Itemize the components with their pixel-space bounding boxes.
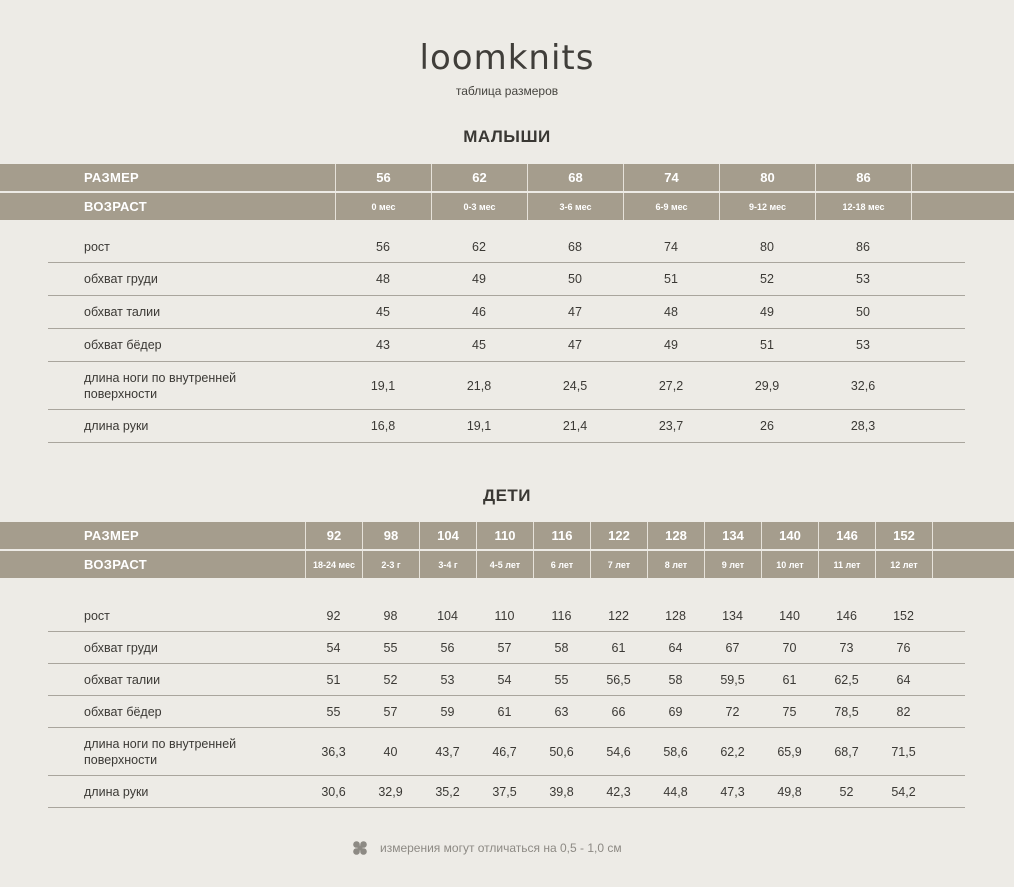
row-value: 45 [472, 338, 486, 352]
row-value: 45 [376, 305, 390, 319]
row-value: 54 [326, 640, 341, 655]
size-cell: 92 [305, 522, 362, 549]
row-value: 49,8 [777, 784, 802, 799]
row-value: 92 [326, 608, 341, 623]
row-value: 63 [554, 704, 569, 719]
row-value: 68,7 [834, 744, 859, 759]
age-cell: 3-4 г [419, 551, 476, 578]
measurement-note-text: измерения могут отличаться на 0,5 - 1,0 см [380, 841, 622, 855]
row-value: 55 [326, 704, 341, 719]
row-label: длина ноги по внутренней поверхности [84, 736, 237, 767]
size-cell: 98 [362, 522, 419, 549]
babies-size-header [0, 164, 1014, 191]
row-value: 72 [725, 704, 740, 719]
row-value: 58 [554, 640, 569, 655]
row-label: обхват бёдер [84, 338, 162, 352]
row-value: 58 [668, 672, 683, 687]
age-cell: 8 лет [647, 551, 704, 578]
row-value: 56 [376, 239, 390, 254]
row-value: 30,6 [321, 784, 346, 799]
row-value: 53 [440, 672, 455, 687]
row-value: 32,6 [850, 378, 876, 393]
age-label: ВОЗРАСТ [84, 199, 148, 214]
row-value: 53 [856, 272, 870, 286]
row-value: 23,7 [658, 419, 684, 433]
row-value: 35,2 [435, 784, 460, 799]
size-cell: 110 [476, 522, 533, 549]
size-cell: 134 [704, 522, 761, 549]
age-label: ВОЗРАСТ [84, 557, 148, 572]
row-value: 49 [472, 272, 486, 286]
row-value: 47,3 [720, 784, 745, 799]
age-cell: 6-9 мес [623, 193, 719, 220]
size-cell: 152 [875, 522, 932, 549]
age-cell: 11 лет [818, 551, 875, 578]
row-value: 62,2 [720, 744, 745, 759]
row-label: обхват талии [84, 672, 161, 687]
row-label: рост [84, 239, 110, 254]
row-label: обхват талии [84, 305, 161, 319]
age-cell: 12 лет [875, 551, 932, 578]
age-cell: 4-5 лет [476, 551, 533, 578]
table-row [48, 776, 965, 808]
row-value: 26 [760, 419, 774, 433]
row-value: 47 [568, 305, 582, 319]
size-cell: 128 [647, 522, 704, 549]
row-value: 110 [494, 608, 515, 623]
row-value: 69 [668, 704, 683, 719]
row-value: 21,4 [562, 419, 588, 433]
section-title-babies: МАЛЫШИ [463, 127, 551, 146]
measurement-note [352, 840, 622, 856]
row-value: 42,3 [606, 784, 631, 799]
row-value: 56 [440, 640, 455, 655]
row-value: 74 [664, 239, 678, 254]
row-label: обхват груди [84, 640, 158, 655]
age-cell: 7 лет [590, 551, 647, 578]
row-value: 36,3 [321, 744, 346, 759]
row-value: 57 [497, 640, 512, 655]
row-value: 59,5 [720, 672, 745, 687]
row-label: длина руки [84, 419, 149, 433]
row-value: 55 [554, 672, 569, 687]
table-row [48, 296, 965, 329]
row-value: 62 [472, 239, 486, 254]
row-value: 43,7 [435, 744, 460, 759]
row-value: 48 [664, 305, 678, 319]
row-value: 140 [779, 608, 800, 623]
row-value: 24,5 [562, 378, 588, 393]
row-value: 58,6 [663, 744, 688, 759]
row-value: 73 [839, 640, 854, 655]
row-value: 46,7 [492, 744, 517, 759]
row-value: 40 [383, 744, 398, 759]
row-value: 54,2 [891, 784, 916, 799]
row-value: 27,2 [658, 378, 684, 393]
row-value: 49 [760, 305, 774, 319]
row-value: 43 [376, 338, 390, 352]
size-cell: 56 [335, 164, 431, 191]
size-cell: 68 [527, 164, 623, 191]
age-cell: 0 мес [335, 193, 431, 220]
row-label: длина руки [84, 784, 149, 799]
row-value: 62,5 [834, 672, 859, 687]
row-value: 128 [665, 608, 686, 623]
row-value: 98 [383, 608, 398, 623]
row-value: 21,8 [466, 378, 492, 393]
row-value: 52 [383, 672, 398, 687]
row-value: 49 [664, 338, 678, 352]
size-cell: 146 [818, 522, 875, 549]
row-value: 44,8 [663, 784, 688, 799]
row-value: 61 [782, 672, 797, 687]
age-cell: 2-3 г [362, 551, 419, 578]
row-value: 28,3 [850, 419, 876, 433]
row-value: 50 [856, 305, 870, 319]
row-value: 56,5 [606, 672, 631, 687]
table-row [48, 263, 965, 296]
table-row [48, 728, 965, 776]
row-value: 66 [611, 704, 626, 719]
size-cell-end [911, 164, 1014, 191]
row-label: рост [84, 608, 110, 623]
size-cell: 86 [815, 164, 911, 191]
row-value: 19,1 [370, 378, 396, 393]
row-value: 51 [760, 338, 774, 352]
row-value: 52 [839, 784, 854, 799]
row-value: 48 [376, 272, 390, 286]
age-cell: 12-18 мес [815, 193, 911, 220]
row-label: длина ноги по внутренней поверхности [84, 370, 237, 401]
table-row [48, 600, 965, 632]
age-cell-end [932, 551, 1014, 578]
row-value: 70 [782, 640, 797, 655]
size-cell: 74 [623, 164, 719, 191]
row-value: 50,6 [549, 744, 574, 759]
row-value: 152 [893, 608, 914, 623]
page-subtitle: таблица размеров [455, 84, 559, 98]
x-mark-icon [352, 840, 368, 856]
row-label: обхват бёдер [84, 704, 162, 719]
row-value: 57 [383, 704, 398, 719]
age-cell: 9-12 мес [719, 193, 815, 220]
row-value: 80 [760, 239, 774, 254]
table-row [48, 329, 965, 362]
row-value: 53 [856, 338, 870, 352]
age-cell: 6 лет [533, 551, 590, 578]
row-value: 116 [551, 608, 572, 623]
row-value: 51 [326, 672, 341, 687]
row-value: 39,8 [549, 784, 574, 799]
age-cell: 18-24 мес [305, 551, 362, 578]
row-value: 59 [440, 704, 455, 719]
babies-age-header [0, 193, 1014, 220]
table-row [48, 410, 965, 443]
row-value: 37,5 [492, 784, 517, 799]
row-value: 16,8 [370, 419, 396, 433]
row-value: 54,6 [606, 744, 631, 759]
row-value: 46 [472, 305, 486, 319]
age-cell-end [911, 193, 1014, 220]
table-row [48, 696, 965, 728]
row-value: 32,9 [378, 784, 403, 799]
row-value: 19,1 [466, 419, 492, 433]
size-cell: 122 [590, 522, 647, 549]
row-value: 61 [611, 640, 626, 655]
row-value: 86 [856, 239, 870, 254]
size-label: РАЗМЕР [84, 528, 140, 543]
kids-size-header [0, 522, 1014, 549]
size-cell: 80 [719, 164, 815, 191]
table-row [48, 664, 965, 696]
row-value: 67 [725, 640, 740, 655]
table-row [48, 362, 965, 410]
row-label: обхват груди [84, 272, 158, 286]
table-row [48, 231, 965, 263]
row-value: 146 [836, 608, 857, 623]
row-value: 75 [782, 704, 797, 719]
size-cell: 116 [533, 522, 590, 549]
row-value: 50 [568, 272, 582, 286]
row-value: 52 [760, 272, 774, 286]
age-cell: 10 лет [761, 551, 818, 578]
section-title-kids: ДЕТИ [482, 486, 532, 505]
row-value: 64 [896, 672, 911, 687]
row-value: 61 [497, 704, 512, 719]
row-value: 47 [568, 338, 582, 352]
size-label: РАЗМЕР [84, 170, 140, 185]
size-cell: 104 [419, 522, 476, 549]
row-value: 104 [437, 608, 458, 623]
age-cell: 9 лет [704, 551, 761, 578]
row-value: 54 [497, 672, 512, 687]
age-cell: 0-3 мес [431, 193, 527, 220]
row-value: 134 [722, 608, 743, 623]
row-value: 65,9 [777, 744, 802, 759]
brand-logo: loomknits [419, 38, 595, 78]
row-value: 55 [383, 640, 398, 655]
row-value: 82 [896, 704, 911, 719]
row-value: 76 [896, 640, 911, 655]
size-cell: 140 [761, 522, 818, 549]
age-cell: 3-6 мес [527, 193, 623, 220]
row-value: 68 [568, 239, 582, 254]
row-value: 51 [664, 272, 678, 286]
row-value: 64 [668, 640, 683, 655]
row-value: 29,9 [754, 378, 780, 393]
row-value: 78,5 [834, 704, 859, 719]
size-cell-end [932, 522, 1014, 549]
row-value: 71,5 [891, 744, 916, 759]
row-value: 122 [608, 608, 629, 623]
size-cell: 62 [431, 164, 527, 191]
table-row [48, 632, 965, 664]
kids-age-header [0, 551, 1014, 578]
